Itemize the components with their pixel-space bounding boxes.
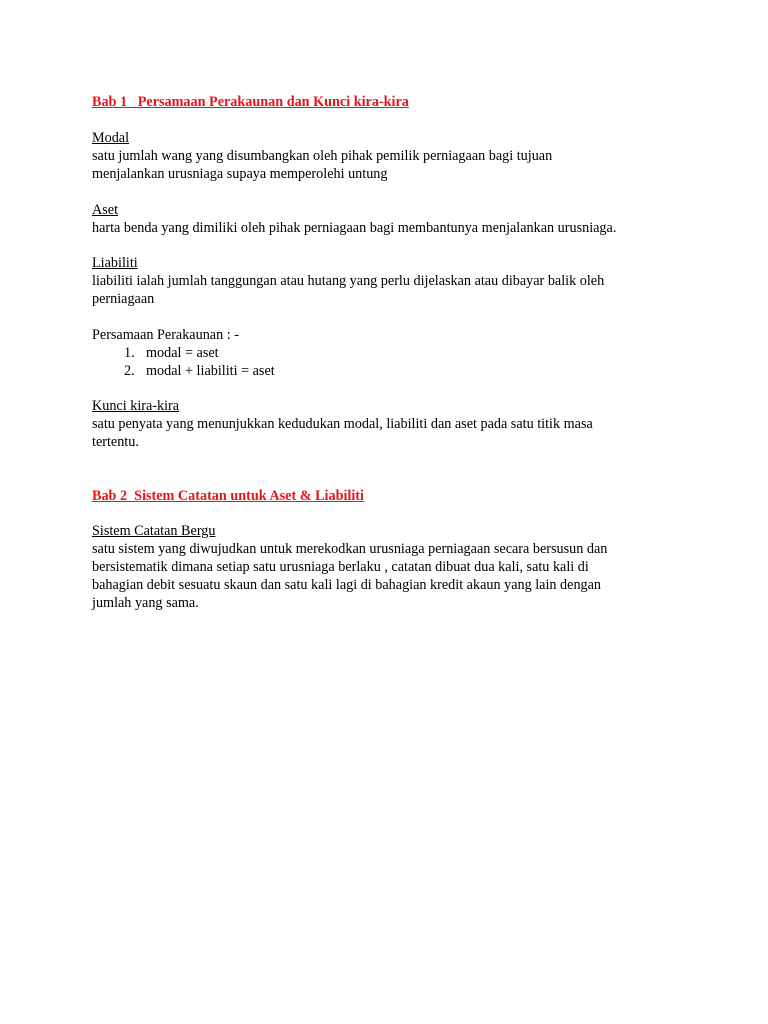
definition-line: liabiliti ialah jumlah tanggungan atau hutang yang perlu dijelaskan atau dibayar balik oleh [92, 273, 605, 289]
definition-line: bahagian debit sesuatu skaun dan satu kali lagi di bahagian kredit akaun yang lain dengan [92, 577, 602, 593]
equation-list [92, 344, 692, 380]
equation-heading: Persamaan Perakaunan : - [92, 327, 239, 343]
chapter-2-heading [92, 487, 692, 505]
list-item-text: modal = aset [146, 345, 219, 361]
definition-kunci-kira-kira [92, 397, 692, 451]
term-modal: Modal [92, 130, 130, 146]
chapter-1-title: Bab 1 Persamaan Perakaunan dan Kunci kira-kira [92, 94, 409, 110]
list-item-text: modal + liabiliti = aset [146, 363, 275, 379]
list-item [92, 362, 692, 380]
chapter-1-heading [92, 93, 692, 111]
definition-line: jumlah yang sama. [92, 595, 199, 611]
definition-line: satu jumlah wang yang disumbangkan oleh pihak pemilik perniagaan bagi tujuan [92, 148, 553, 164]
definition-line: satu sistem yang diwujudkan untuk merekodkan urusniaga perniagaan secara bersusun dan [92, 541, 608, 557]
definition-line: bersistematik dimana setiap satu urusniaga berlaku , catatan dibuat dua kali, satu kali di [92, 559, 589, 575]
definition-line: satu penyata yang menunjukkan kedudukan modal, liabiliti dan aset pada satu titik masa [92, 416, 593, 432]
definition-line: menjalankan urusniaga supaya memperolehi untung [92, 166, 388, 182]
chapter-2-title: Bab 2 Sistem Catatan untuk Aset & Liabiliti [92, 488, 364, 504]
accounting-equation [92, 326, 692, 380]
definition-line: tertentu. [92, 434, 139, 450]
list-item [92, 344, 692, 362]
term-sistem-catatan-bergu: Sistem Catatan Bergu [92, 523, 216, 539]
term-liabiliti: Liabiliti [92, 255, 138, 271]
definition-line: perniagaan [92, 291, 155, 307]
list-item-number: 2. [124, 363, 135, 379]
definition-modal [92, 129, 692, 183]
definition-liabiliti [92, 254, 692, 308]
definition-aset [92, 201, 692, 237]
definition-line: harta benda yang dimiliki oleh pihak perniagaan bagi membantunya menjalankan urusniaga. [92, 220, 617, 236]
list-item-number: 1. [124, 345, 135, 361]
term-aset: Aset [92, 202, 119, 218]
term-kunci-kira-kira: Kunci kira-kira [92, 398, 180, 414]
definition-sistem-catatan-bergu [92, 522, 692, 612]
